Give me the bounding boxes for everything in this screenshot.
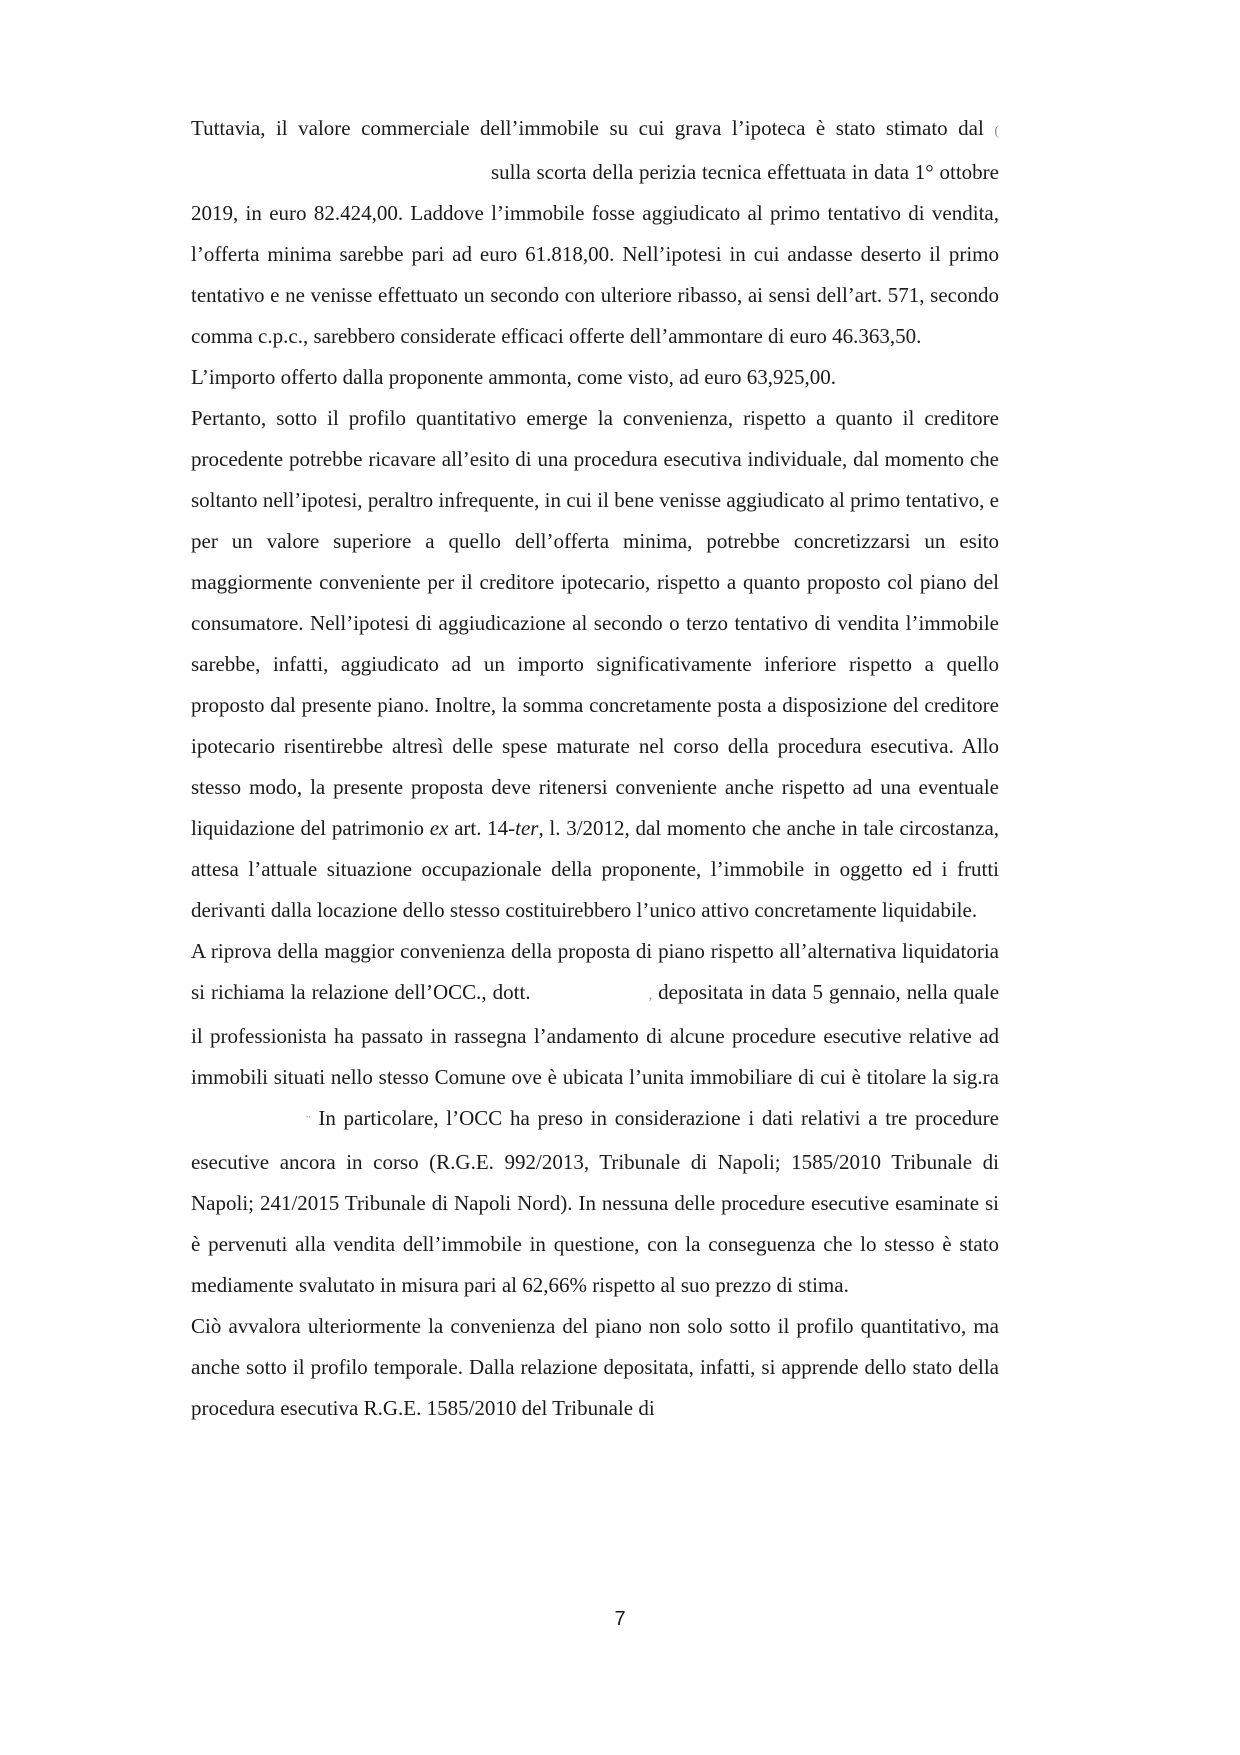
paragraph-occ-report: [191, 931, 999, 1306]
paragraph-text: Pertanto, sotto il profilo quantitativo emerge la convenienza, rispetto a quanto il creditore procedente potrebbe ricavare all’esito di una procedura esecutiva individuale, dal momento che soltanto nell’ipotesi, peraltro infrequente, in cui il bene venisse aggiudicato al primo tentativo, e per un valore superiore a quello dell’offerta minima, potrebbe concretizzarsi un esito maggiormente conveniente per il creditore ipotecario, rispetto a quanto proposto col piano del consumatore. Nell’ipotesi di aggiudicazione al secondo o terzo tentativo di vendita l’immobile sarebbe, infatti, aggiudicato ad un importo significativamente inferiore rispetto a quello proposto dal presente piano. Inoltre, la somma concretamente posta a disposizione del creditore ipotecario risentirebbe altresì delle spese maturate nel corso della procedura esecutiva. Allo stesso modo, la presente proposta deve ritenersi conveniente anche rispetto ad una eventuale liquidazione del patrimonio: [191, 406, 999, 840]
paragraph-text: In particolare, l’OCC ha preso in considerazione i dati relativi a tre procedure esecutive ancora in corso (R.G.E. 992/2013, Tribunale di Napoli; 1585/2010 Tribunale di Napoli; 241/2015 Tribunale di Napoli Nord). In nessuna delle procedure esecutive esaminate si è pervenuti alla vendita dell’immobile in questione, con la conseguenza che lo stesso è stato mediamente svalutato in misura pari al 62,66% rispetto al suo prezzo di stima.: [191, 1106, 1000, 1297]
paragraph-text: , l. 3/2012, dal momento che anche in tale circostanza, attesa l’attuale situazione occupazionale della proponente, l’immobile in oggetto ed i frutti derivanti dalla locazione dello stesso costituirebbero l’unico attivo concretamente liquidabile.: [191, 816, 1000, 922]
paragraph-text: L’importo offerto dalla proponente ammonta, come visto, ad euro 63,925,00.: [191, 365, 837, 389]
paragraph-temporal: [191, 1306, 999, 1429]
paragraph-text: depositata in data 5 gennaio, nella quale il professionista ha passato in rassegna l’andamento di alcune procedure esecutive relative ad immobili situati nello stesso Comune ove è ubicata l’unita immobiliare di cui è titolare la sig.ra: [191, 980, 1000, 1089]
italic-ex: ex: [429, 816, 449, 840]
page-number: 7: [614, 1608, 626, 1630]
redaction-mark: ,: [648, 988, 653, 1003]
paragraph-text: art. 14-: [454, 816, 516, 840]
paragraph-text: Ciò avvalora ulteriormente la convenienza del piano non solo sotto il profilo quantitativo, ma anche sotto il profilo temporale. Dalla relazione depositata, infatti, si apprende dello stato della procedura esecutiva R.G.E. 1585/2010 del Tribunale di: [191, 1314, 999, 1420]
paragraph-text: sulla scorta della perizia tecnica effettuata in data 1° ottobre 2019, in euro 82.424,00. Laddove l’immobile fosse aggiudicato al primo tentativo di vendita, l’offerta minima sarebbe pari ad euro 61.818,00. Nell’ipotesi in cui andasse deserto il primo tentativo e ne venisse effettuato un secondo con ulteriore ribasso, ai sensi dell’art. 571, secondo comma c.p.c., sarebbero considerate efficaci offerte dell’ammontare di euro 46.363,50.: [191, 160, 999, 348]
paragraph-convenience: [191, 398, 999, 931]
paragraph-text: Tuttavia, il valore commerciale dell’immobile su cui grava l’ipoteca è stato stimato dal: [191, 116, 984, 140]
paragraph-offer-amount: [191, 357, 999, 398]
body-text: [191, 108, 999, 1429]
redaction-mark: (: [994, 124, 999, 139]
italic-ter: ter: [515, 816, 539, 840]
paragraph-valuation: [191, 108, 999, 357]
redaction-mark: ¨: [306, 1114, 311, 1129]
paragraph-text: A riprova della maggior convenienza della proposta di piano rispetto all’alternativa liquidatoria si richiama la relazione dell’OCC., dott.: [191, 939, 999, 1004]
